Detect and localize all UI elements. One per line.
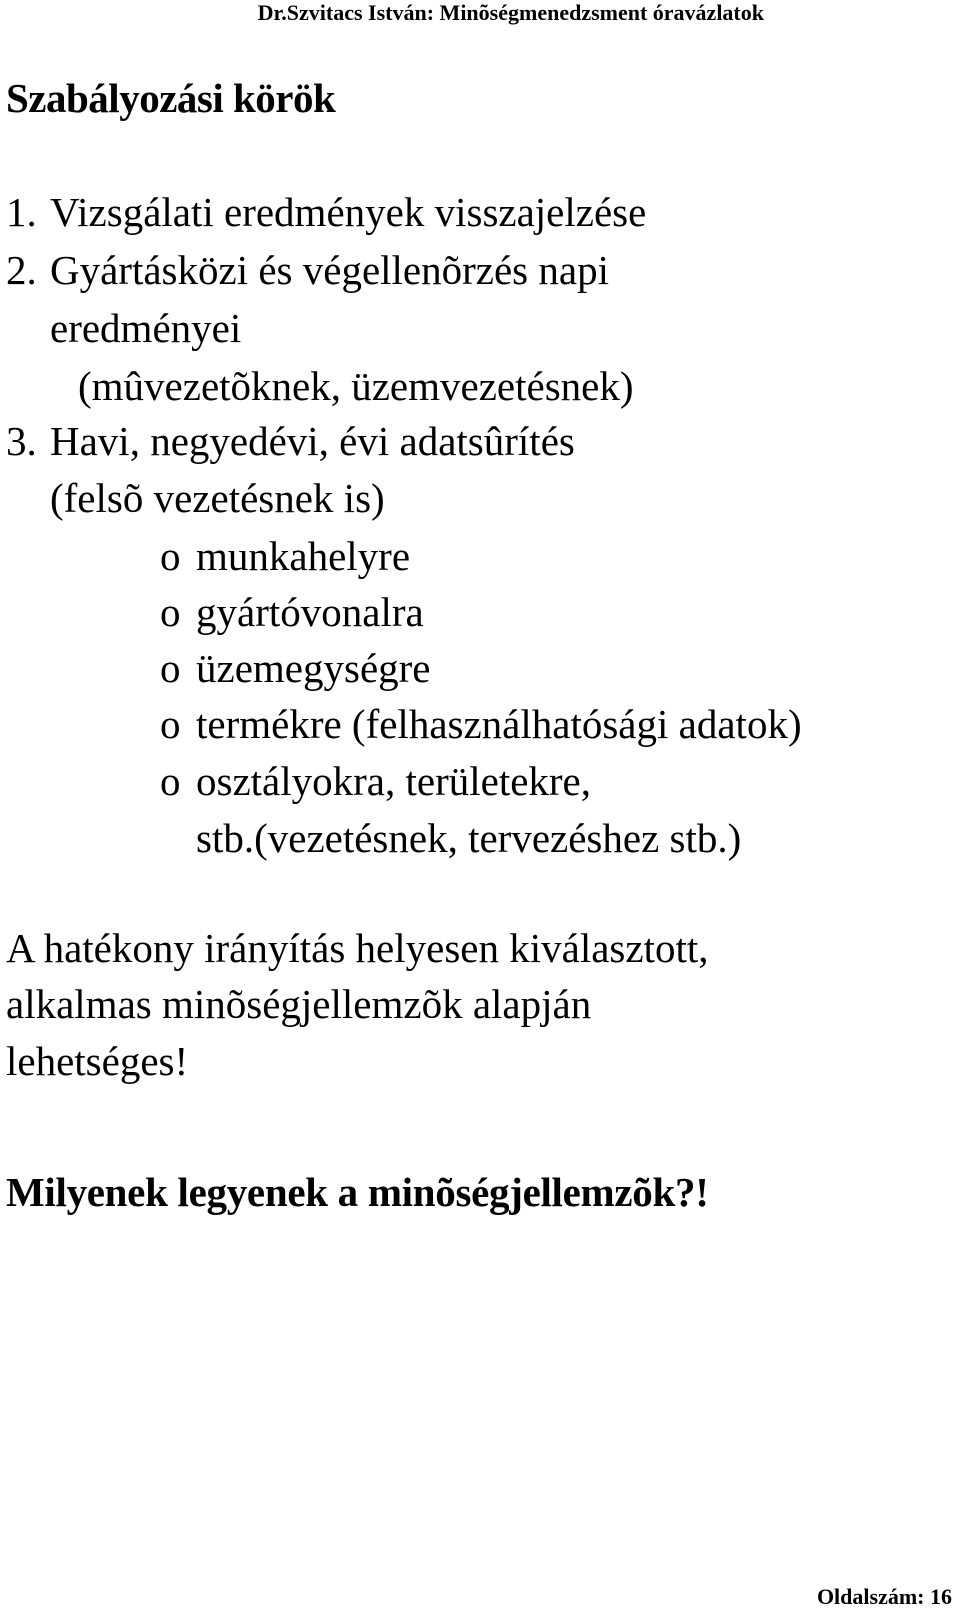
bullet-marker: o [160,589,181,635]
paragraph-line: alkalmas minõségjellemzõk alapján [6,981,592,1027]
page-header: Dr.Szvitacs István: Minõségmenedzsment óravázlatok [257,0,764,25]
list-item-text-cont: (felsõ vezetésnek is) [50,475,385,521]
sub-list-item: gyártóvonalra [196,589,424,635]
list-item-text: Vizsgálati eredmények visszajelzése [50,189,647,235]
bullet-marker: o [160,758,181,804]
list-item-text: Gyártásközi és végellenõrzés napi [50,247,609,293]
sub-list-item-cont: stb.(vezetésnek, tervezéshez stb.) [196,815,742,861]
sub-list-item: termékre (felhasználhatósági adatok) [196,701,802,747]
bullet-marker: o [160,533,181,579]
sub-list-item: osztályokra, területekre, [196,758,592,804]
bullet-marker: o [160,701,181,747]
list-item-text-cont: eredményei [50,305,242,351]
list-number: 3. [6,418,37,464]
list-number: 1. [6,189,37,235]
bullet-marker: o [160,645,181,691]
paragraph-line: lehetséges! [6,1038,189,1084]
sub-list-item: üzemegységre [196,645,431,691]
section-title: Szabályozási körök [6,75,336,121]
sub-list-item: munkahelyre [196,533,411,579]
list-number: 2. [6,247,37,293]
page-number: Oldalszám: 16 [816,1584,952,1609]
list-item-text: Havi, negyedévi, évi adatsûrítés [50,418,575,464]
list-item-text-cont: (mûvezetõknek, üzemvezetésnek) [78,363,634,409]
paragraph-line: A hatékony irányítás helyesen kiválasztott, [6,925,709,971]
closing-question: Milyenek legyenek a minõségjellemzõk?! [6,1169,709,1215]
